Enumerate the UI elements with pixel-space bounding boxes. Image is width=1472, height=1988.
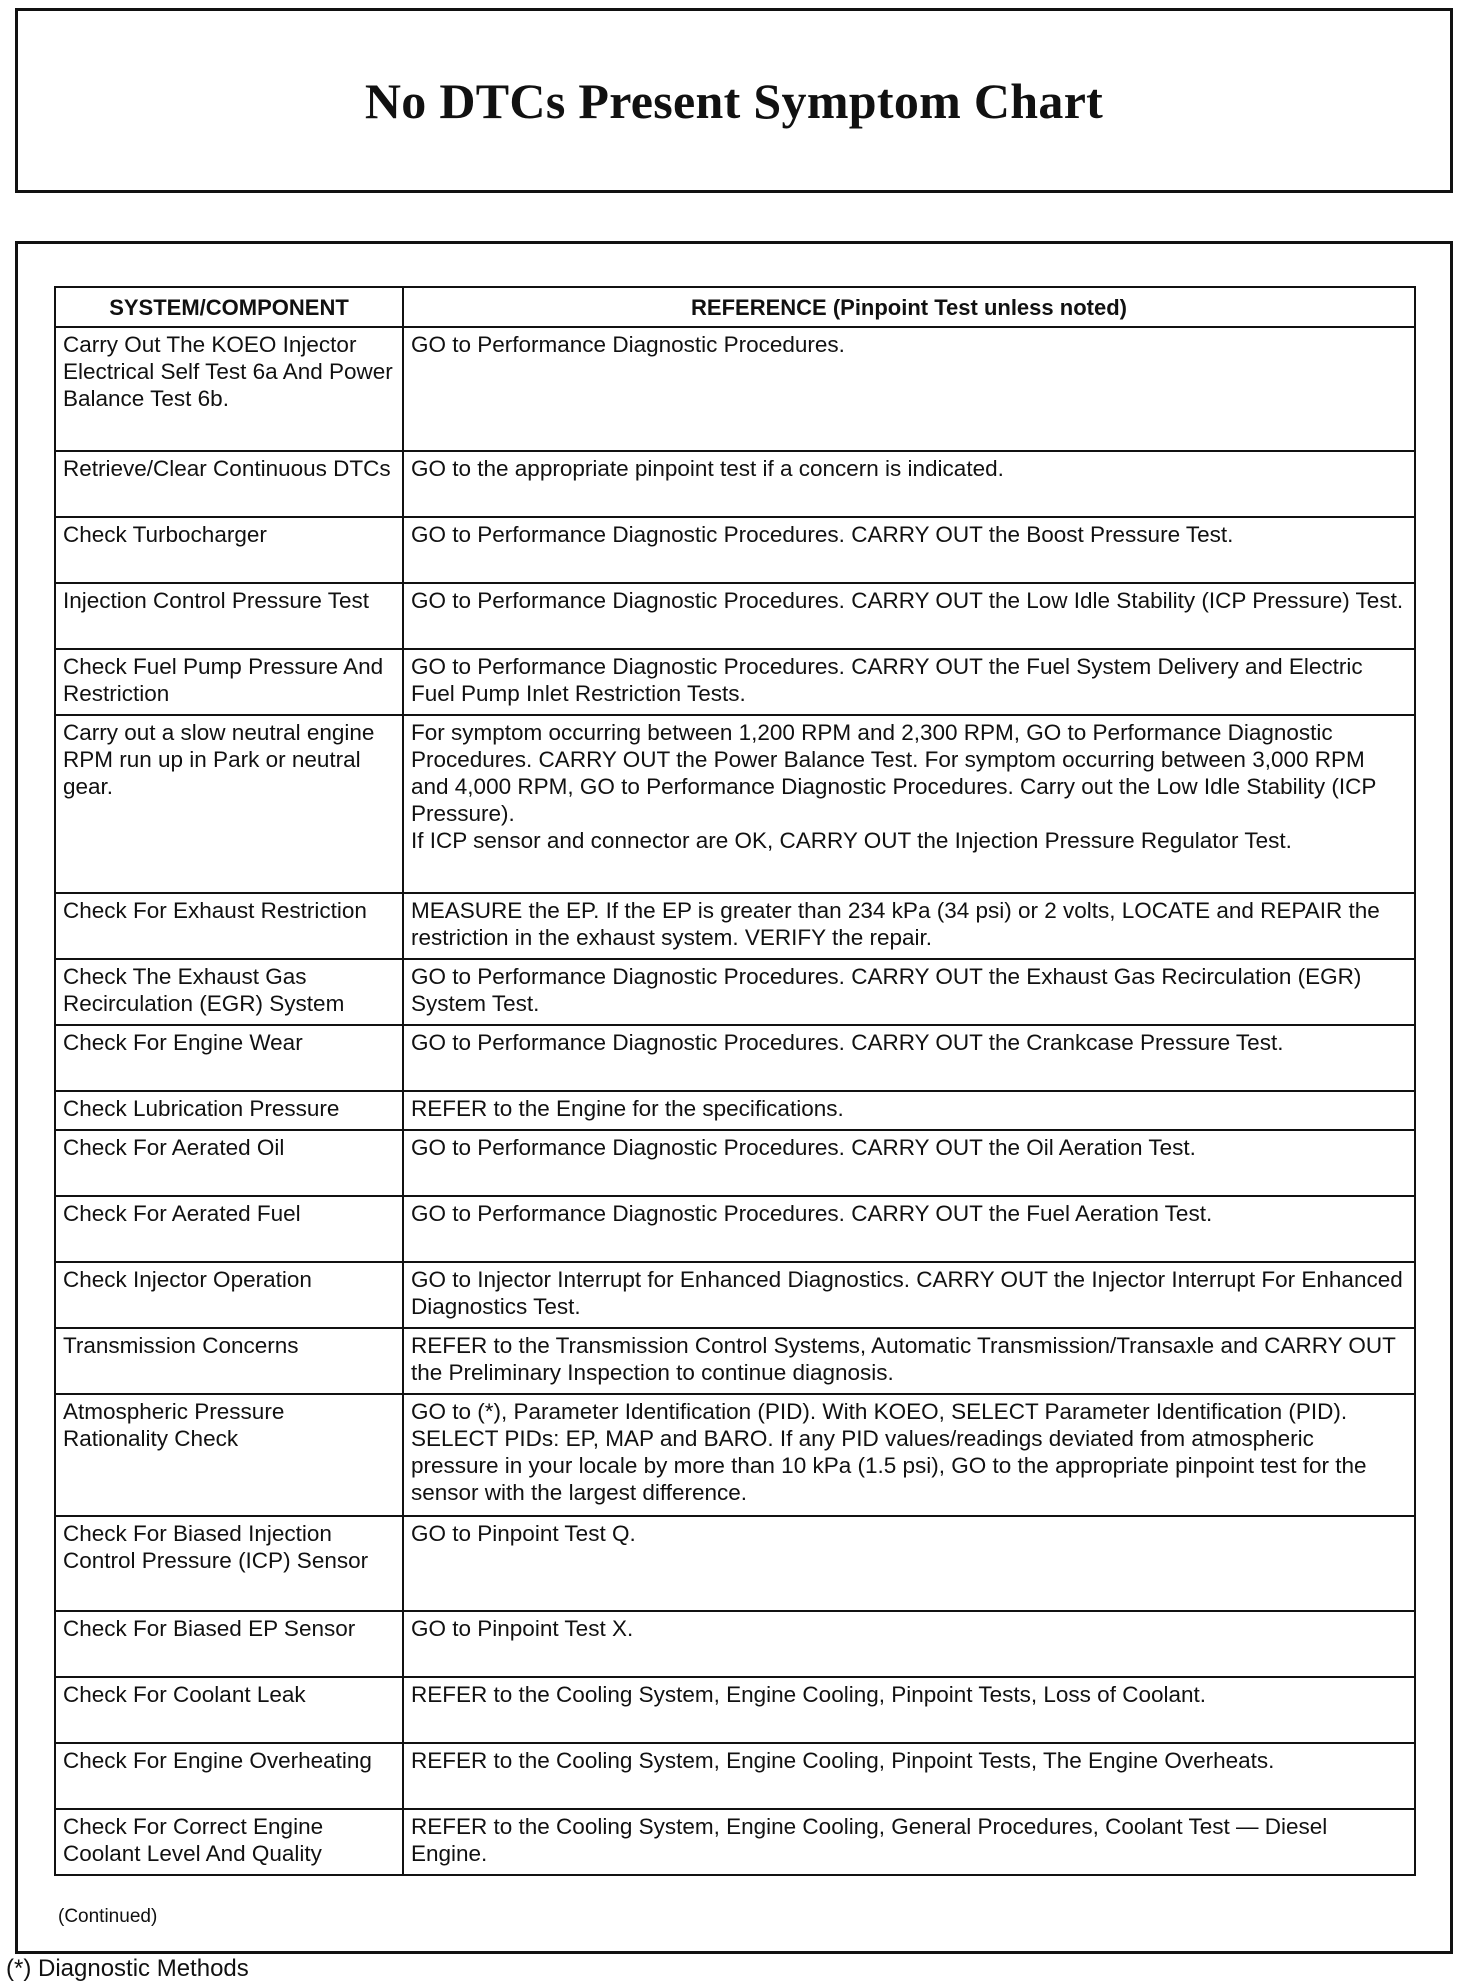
system-cell: Carry Out The KOEO Injector Electrical Self Test 6a And Power Balance Test 6b. — [55, 327, 403, 451]
system-cell: Check For Engine Wear — [55, 1025, 403, 1091]
table-row — [55, 893, 1415, 959]
title-box — [15, 8, 1453, 193]
table-row — [55, 1196, 1415, 1262]
table-row — [55, 517, 1415, 583]
table-row — [55, 715, 1415, 893]
reference-cell: GO to Pinpoint Test X. — [403, 1611, 1415, 1677]
header-system-component: SYSTEM/COMPONENT — [55, 287, 403, 327]
footnote: (*) Diagnostic Methods — [6, 1955, 249, 1982]
reference-cell: MEASURE the EP. If the EP is greater than 234 kPa (34 psi) or 2 volts, LOCATE and REPAIR the restriction in the exhaust system. VERIFY the repair. — [403, 893, 1415, 959]
table-row — [55, 1809, 1415, 1875]
system-cell: Injection Control Pressure Test — [55, 583, 403, 649]
system-cell: Check For Correct Engine Coolant Level And Quality — [55, 1809, 403, 1875]
reference-cell: GO to Pinpoint Test Q. — [403, 1516, 1415, 1611]
table-row — [55, 649, 1415, 715]
system-cell: Atmospheric Pressure Rationality Check — [55, 1394, 403, 1516]
reference-cell: GO to Performance Diagnostic Procedures. CARRY OUT the Boost Pressure Test. — [403, 517, 1415, 583]
table-row — [55, 1025, 1415, 1091]
system-cell: Check For Engine Overheating — [55, 1743, 403, 1809]
header-reference: REFERENCE (Pinpoint Test unless noted) — [403, 287, 1415, 327]
reference-cell: GO to Performance Diagnostic Procedures. CARRY OUT the Fuel System Delivery and Electric Fuel Pump Inlet Restriction Tests. — [403, 649, 1415, 715]
system-cell: Check Fuel Pump Pressure And Restriction — [55, 649, 403, 715]
table-row — [55, 327, 1415, 451]
table-row — [55, 1262, 1415, 1328]
reference-cell: REFER to the Cooling System, Engine Cooling, Pinpoint Tests, The Engine Overheats. — [403, 1743, 1415, 1809]
reference-cell: GO to Performance Diagnostic Procedures. CARRY OUT the Exhaust Gas Recirculation (EGR) System Test. — [403, 959, 1415, 1025]
table-row — [55, 451, 1415, 517]
system-cell: Check For Exhaust Restriction — [55, 893, 403, 959]
system-cell: Check Lubrication Pressure — [55, 1091, 403, 1130]
system-cell: Transmission Concerns — [55, 1328, 403, 1394]
system-cell: Check For Coolant Leak — [55, 1677, 403, 1743]
table-row — [55, 583, 1415, 649]
reference-cell: For symptom occurring between 1,200 RPM and 2,300 RPM, GO to Performance Diagnostic Procedures. CARRY OUT the Power Balance Test. For symptom occurring between 3,000 RPM and 4,000 RPM, GO to Performance Diagnostic Procedures. Carry out the Low Idle Stability (ICP Pressure). If ICP sensor and connector are OK, CARRY OUT the Injection Pressure Regulator Test. — [403, 715, 1415, 893]
system-cell: Check The Exhaust Gas Recirculation (EGR) System — [55, 959, 403, 1025]
table-row — [55, 1677, 1415, 1743]
table-row — [55, 1516, 1415, 1611]
reference-cell: GO to Performance Diagnostic Procedures. CARRY OUT the Low Idle Stability (ICP Pressure) Test. — [403, 583, 1415, 649]
table-row — [55, 1611, 1415, 1677]
system-cell: Check Turbocharger — [55, 517, 403, 583]
reference-cell: GO to Performance Diagnostic Procedures. CARRY OUT the Crankcase Pressure Test. — [403, 1025, 1415, 1091]
table-row — [55, 1394, 1415, 1516]
table-row — [55, 1743, 1415, 1809]
system-cell: Check For Biased Injection Control Pressure (ICP) Sensor — [55, 1516, 403, 1611]
table-row — [55, 1328, 1415, 1394]
reference-cell: REFER to the Transmission Control Systems, Automatic Transmission/Transaxle and CARRY OUT the Preliminary Inspection to continue diagnosis. — [403, 1328, 1415, 1394]
system-cell: Check Injector Operation — [55, 1262, 403, 1328]
reference-cell: REFER to the Engine for the specifications. — [403, 1091, 1415, 1130]
system-cell: Check For Aerated Oil — [55, 1130, 403, 1196]
system-cell: Retrieve/Clear Continuous DTCs — [55, 451, 403, 517]
table-row — [55, 1091, 1415, 1130]
table-row — [55, 1130, 1415, 1196]
table-frame — [15, 241, 1453, 1954]
reference-cell: GO to Performance Diagnostic Procedures. CARRY OUT the Fuel Aeration Test. — [403, 1196, 1415, 1262]
reference-cell: GO to Performance Diagnostic Procedures. CARRY OUT the Oil Aeration Test. — [403, 1130, 1415, 1196]
continued-note: (Continued) — [58, 1906, 158, 1927]
reference-cell: GO to (*), Parameter Identification (PID). With KOEO, SELECT Parameter Identification (PID). SELECT PIDs: EP, MAP and BARO. If any PID values/readings deviated from atmospheric pressure in your locale by more than 10 kPa (1.5 psi), GO to the appropriate pinpoint test for the sensor with the largest difference. — [403, 1394, 1415, 1516]
reference-cell: GO to the appropriate pinpoint test if a concern is indicated. — [403, 451, 1415, 517]
system-cell: Carry out a slow neutral engine RPM run up in Park or neutral gear. — [55, 715, 403, 893]
page-title: No DTCs Present Symptom Chart — [364, 72, 1104, 129]
reference-cell: GO to Performance Diagnostic Procedures. — [403, 327, 1415, 451]
reference-cell: REFER to the Cooling System, Engine Cooling, Pinpoint Tests, Loss of Coolant. — [403, 1677, 1415, 1743]
system-cell: Check For Aerated Fuel — [55, 1196, 403, 1262]
symptom-table — [54, 286, 1416, 1876]
reference-cell: GO to Injector Interrupt for Enhanced Diagnostics. CARRY OUT the Injector Interrupt For Enhanced Diagnostics Test. — [403, 1262, 1415, 1328]
table-row — [55, 959, 1415, 1025]
system-cell: Check For Biased EP Sensor — [55, 1611, 403, 1677]
table-header-row — [55, 287, 1415, 327]
reference-cell: REFER to the Cooling System, Engine Cooling, General Procedures, Coolant Test — Diesel Engine. — [403, 1809, 1415, 1875]
